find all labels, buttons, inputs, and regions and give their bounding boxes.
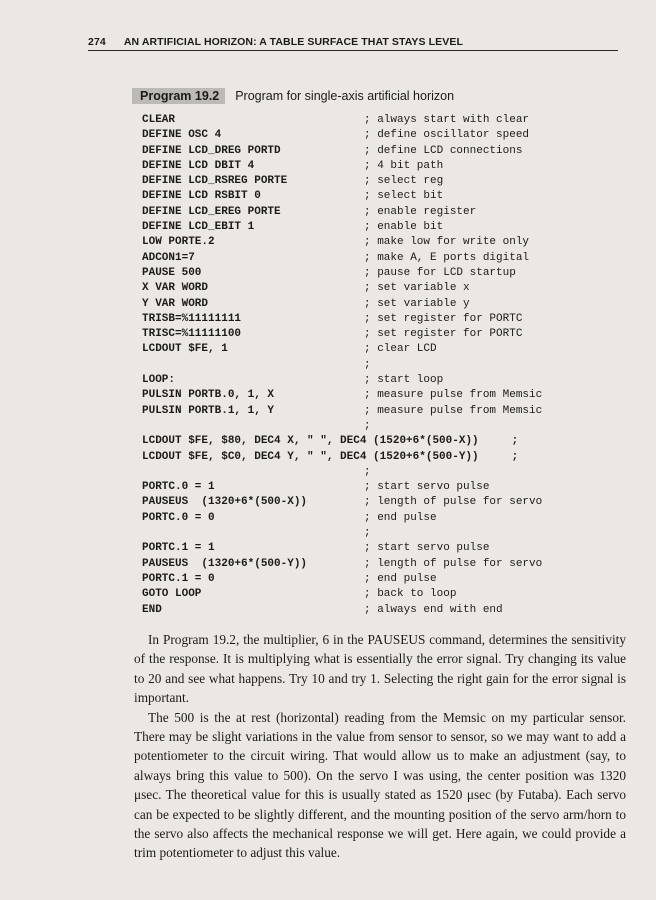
body-text <box>134 630 626 863</box>
code-line <box>142 404 612 419</box>
code-comment: ; start loop <box>364 374 444 387</box>
code-comment: ; 4 bit path <box>364 159 444 172</box>
code-line <box>142 495 612 510</box>
code-statement: DEFINE LCD RSBIT 0 <box>142 190 261 203</box>
code-comment: ; define oscillator speed <box>364 129 530 142</box>
code-line <box>142 312 612 327</box>
code-comment: ; enable register <box>364 205 477 218</box>
code-comment: ; length of pulse for servo <box>364 557 543 570</box>
code-comment: ; clear LCD <box>364 343 437 356</box>
body-paragraph: In Program 19.2, the multiplier, 6 in the PAUSEUS command, determines the sensitivity of the response. It is multiplying what is essentially the error signal. Try changing its value to 20 and see what happens. Try 10 and try 1. Selecting the right gain for the error signal is important. <box>134 632 626 706</box>
code-statement: LCDOUT $FE, $C0, DEC4 Y, " ", DEC4 (1520+6*(500-Y)) ; <box>142 450 519 463</box>
code-statement: END <box>142 603 162 616</box>
code-comment: ; set register for PORTC <box>364 312 523 325</box>
code-statement: PORTC.1 = 1 <box>142 542 215 555</box>
code-statement: TRISC=%11111100 <box>142 328 242 341</box>
running-header <box>88 36 618 48</box>
code-line <box>142 526 612 541</box>
page-number: 274 <box>88 36 106 48</box>
code-statement: LCDOUT $FE, $80, DEC4 X, " ", DEC4 (1520+6*(500-X)) ; <box>142 435 519 448</box>
code-statement: GOTO LOOP <box>142 588 202 601</box>
code-statement: DEFINE LCD_DREG PORTD <box>142 144 281 157</box>
code-line <box>142 297 612 312</box>
code-line <box>142 373 612 388</box>
code-comment: ; always end with end <box>364 603 503 616</box>
code-statement: DEFINE LCD_EBIT 1 <box>142 221 255 234</box>
code-statement: DEFINE OSC 4 <box>142 129 222 142</box>
code-line <box>142 511 612 526</box>
code-line <box>142 419 612 434</box>
code-line <box>142 327 612 342</box>
code-comment: ; measure pulse from Memsic <box>364 404 543 417</box>
code-statement: LOOP: <box>142 374 176 387</box>
program-title: Program for single-axis artificial horizon <box>235 89 455 103</box>
code-line <box>142 388 612 403</box>
code-line <box>142 281 612 296</box>
code-statement: X VAR WORD <box>142 282 209 295</box>
code-comment: ; <box>364 419 371 432</box>
code-line <box>142 159 612 174</box>
code-line <box>142 480 612 495</box>
code-statement: CLEAR <box>142 114 176 126</box>
code-comment: ; <box>364 527 371 540</box>
code-statement: Y VAR WORD <box>142 297 209 310</box>
code-comment: ; pause for LCD startup <box>364 266 516 279</box>
header-rule <box>88 50 618 51</box>
code-line <box>142 450 612 465</box>
program-listing <box>142 113 612 618</box>
code-line <box>142 541 612 556</box>
code-comment: ; enable bit <box>364 221 444 234</box>
code-comment: ; set register for PORTC <box>364 328 523 341</box>
code-line <box>142 189 612 204</box>
code-line <box>142 342 612 357</box>
code-line <box>142 358 612 373</box>
code-statement: PAUSEUS (1320+6*(500-X)) <box>142 496 308 509</box>
code-comment: ; make A, E ports digital <box>364 251 530 264</box>
code-statement: PORTC.0 = 0 <box>142 511 215 524</box>
code-line <box>142 266 612 281</box>
code-line <box>142 465 612 480</box>
code-comment: ; define LCD connections <box>364 144 523 157</box>
code-statement: PULSIN PORTB.1, 1, Y <box>142 404 275 417</box>
code-comment: ; <box>364 465 371 478</box>
code-statement: LOW PORTE.2 <box>142 236 215 249</box>
code-statement: PULSIN PORTB.0, 1, X <box>142 389 275 402</box>
code-statement: ADCON1=7 <box>142 251 195 264</box>
running-title: AN ARTIFICIAL HORIZON: A TABLE SURFACE THAT STAYS LEVEL <box>123 36 463 48</box>
code-line <box>142 174 612 189</box>
code-comment: ; start servo pulse <box>364 481 490 494</box>
code-line <box>142 251 612 266</box>
code-line <box>142 144 612 159</box>
code-comment: ; end pulse <box>364 511 437 524</box>
code-statement: TRISB=%11111111 <box>142 312 242 325</box>
code-statement: DEFINE LCD_EREG PORTE <box>142 205 281 218</box>
code-comment: ; length of pulse for servo <box>364 496 543 509</box>
code-comment: ; <box>364 358 371 371</box>
code-statement: PORTC.1 = 0 <box>142 572 215 585</box>
code-line <box>142 220 612 235</box>
program-caption <box>132 88 454 104</box>
code-statement: LCDOUT $FE, 1 <box>142 343 228 356</box>
code-comment: ; measure pulse from Memsic <box>364 389 543 402</box>
code-statement: DEFINE LCD_RSREG PORTE <box>142 175 288 188</box>
code-comment: ; always start with clear <box>364 114 530 126</box>
code-line <box>142 128 612 143</box>
code-comment: ; back to loop <box>364 588 457 601</box>
code-statement: PAUSE 500 <box>142 266 202 279</box>
program-label: Program 19.2 <box>132 88 225 104</box>
code-line <box>142 205 612 220</box>
code-comment: ; set variable x <box>364 282 470 295</box>
code-comment: ; set variable y <box>364 297 470 310</box>
code-comment: ; end pulse <box>364 572 437 585</box>
code-line <box>142 603 612 618</box>
code-line <box>142 434 612 449</box>
code-line <box>142 587 612 602</box>
code-comment: ; start servo pulse <box>364 542 490 555</box>
code-comment: ; select bit <box>364 190 444 203</box>
code-statement: PAUSEUS (1320+6*(500-Y)) <box>142 557 308 570</box>
code-line <box>142 235 612 250</box>
body-paragraph: The 500 is the at rest (horizontal) reading from the Memsic on my particular sensor. There may be slight variations in the value from sensor to sensor, so we may want to add a potentiometer to the circuit wiring. That would allow us to make an adjustment (say, to always bring this value to 500). On the servo I was using, the center position was 1320 μsec. The theoretical value for this is usually stated as 1520 μsec (by Futaba). Each servo can be expected to be slightly different, and the mounting position of the servo arm/horn to the servo also affects the mechanical response we will get. Here again, we could provide a trim potentiometer to adjust this value. <box>134 709 626 861</box>
code-comment: ; make low for write only <box>364 236 530 249</box>
code-line <box>142 557 612 572</box>
code-statement: PORTC.0 = 1 <box>142 481 215 494</box>
code-statement: DEFINE LCD DBIT 4 <box>142 159 255 172</box>
code-line <box>142 572 612 587</box>
code-line <box>142 113 612 128</box>
code-comment: ; select reg <box>364 175 444 188</box>
